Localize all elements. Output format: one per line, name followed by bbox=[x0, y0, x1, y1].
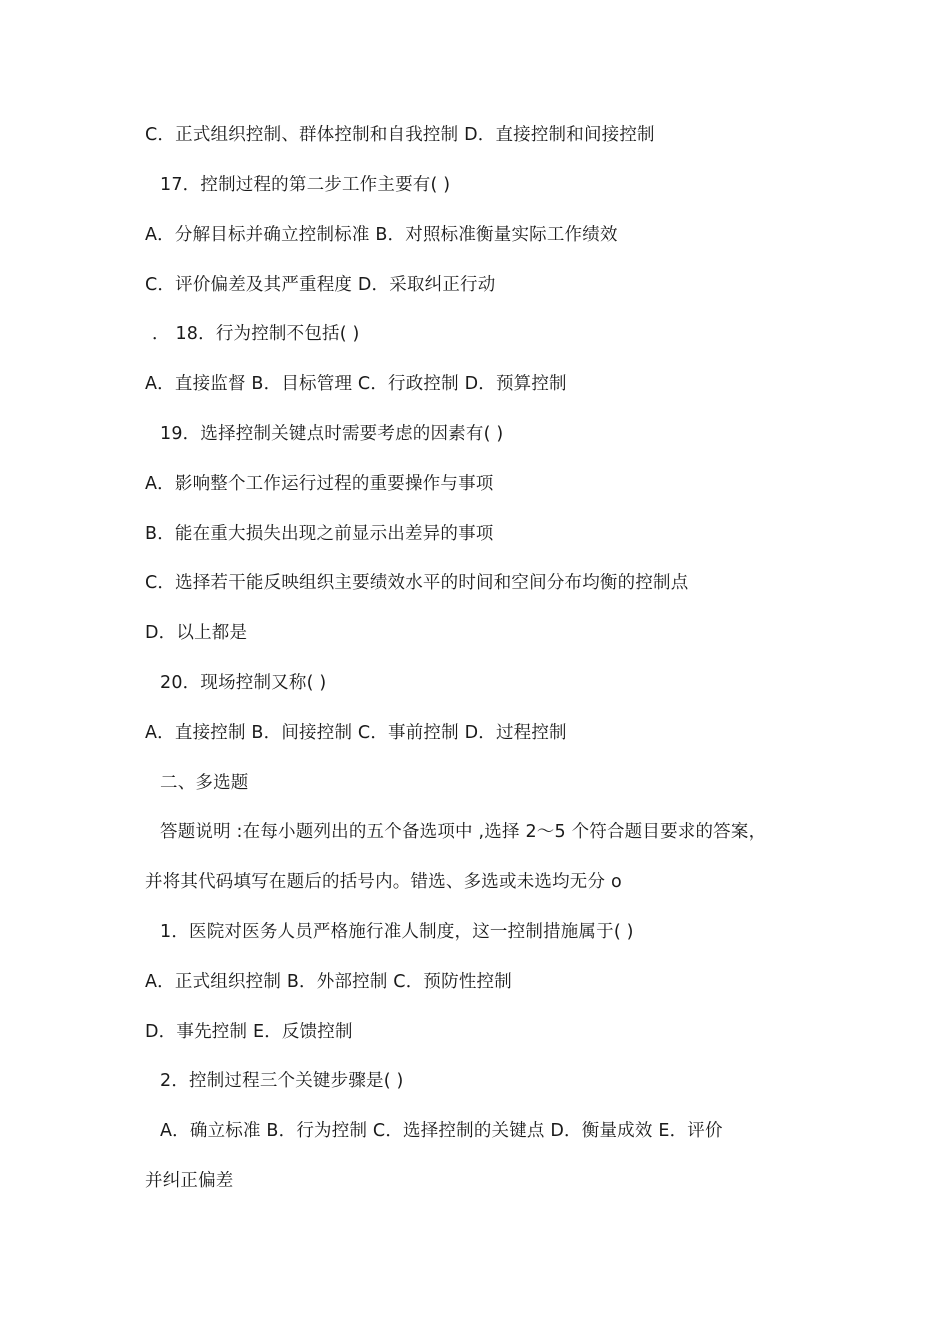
text-line-1: C．正式组织控制、群体控制和自我控制 D．直接控制和间接控制 bbox=[145, 125, 655, 145]
text-line-19: D．事先控制 E．反馈控制 bbox=[145, 1022, 353, 1042]
text-line-6: A．直接监督 B．目标管理 C．行政控制 D．预算控制 bbox=[145, 374, 567, 394]
text-line-3: A．分解目标并确立控制标准 B．对照标准衡量实际工作绩效 bbox=[145, 225, 618, 245]
question-20: 20．现场控制又称( ) bbox=[160, 673, 327, 693]
question-18: ． 18．行为控制不包括( ) bbox=[152, 324, 360, 344]
multi-question-1: 1．医院对医务人员严格施行准人制度，这一控制措施属于( ) bbox=[160, 922, 634, 942]
multi-question-2: 2．控制过程三个关键步骤是( ) bbox=[160, 1071, 404, 1091]
text-line-11: D．以上都是 bbox=[145, 623, 248, 643]
text-line-22: 并纠正偏差 bbox=[145, 1171, 234, 1191]
instructions-line-2: 并将其代码填写在题后的括号内。错选、多选或未选均无分 o bbox=[145, 872, 622, 892]
text-line-21: A．确立标准 B．行为控制 C．选择控制的关键点 D．衡量成效 E．评价 bbox=[160, 1121, 723, 1141]
text-line-18: A．正式组织控制 B．外部控制 C．预防性控制 bbox=[145, 972, 512, 992]
question-17: 17．控制过程的第二步工作主要有( ) bbox=[160, 175, 451, 195]
text-line-13: A．直接控制 B．间接控制 C．事前控制 D．过程控制 bbox=[145, 723, 567, 743]
text-line-4: C．评价偏差及其严重程度 D．采取纠正行动 bbox=[145, 275, 496, 295]
instructions-line-1: 答题说明 :在每小题列出的五个备选项中 ,选择 2～5 个符合题目要求的答案， bbox=[160, 822, 767, 842]
text-line-10: C．选择若干能反映组织主要绩效水平的时间和空间分布均衡的控制点 bbox=[145, 573, 689, 593]
section-heading: 二、多选题 bbox=[160, 773, 249, 793]
question-19: 19．选择控制关键点时需要考虑的因素有( ) bbox=[160, 424, 504, 444]
text-line-9: B．能在重大损失出现之前显示出差异的事项 bbox=[145, 524, 494, 544]
text-line-8: A．影响整个工作运行过程的重要操作与事项 bbox=[145, 474, 494, 494]
